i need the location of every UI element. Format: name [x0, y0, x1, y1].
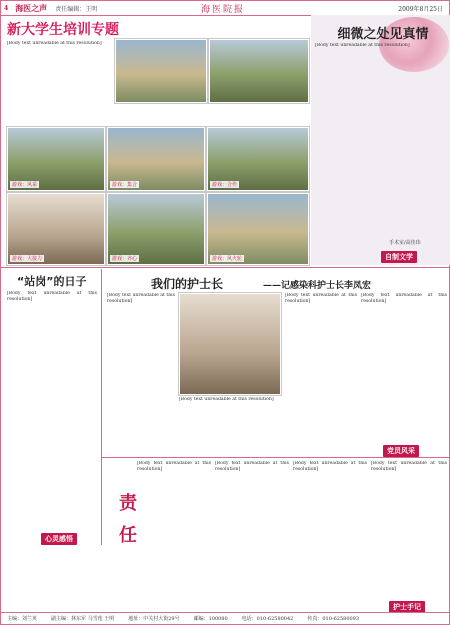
photo-caption: 游戏：大接力 — [12, 256, 43, 262]
bottom-col3: [Body text unreadable at this resolution] — [293, 461, 367, 473]
photo-caption: 游戏：集合 — [112, 182, 138, 188]
page-footer — [1, 612, 449, 624]
mid-main-col3: [Body text unreadable at this resolution] — [285, 293, 357, 305]
bottom-col4: [Body text unreadable at this resolution] — [371, 461, 447, 473]
photo-caption: 游戏：齐心 — [112, 256, 138, 262]
bottom-vertical-title: 责任 — [116, 493, 137, 557]
page-number: 4 — [4, 4, 9, 12]
bottom-col1: [Body text unreadable at this resolution] — [137, 461, 211, 473]
issue-date: 2009年8月25日 — [398, 5, 443, 13]
section-divider — [101, 457, 449, 458]
mid-main-title: 我们的护士长 — [151, 277, 224, 291]
mid-main-subtitle: ——记感染科护士长李凤宏 — [263, 281, 372, 291]
footer-address: 地址：中关村大街29号 — [128, 616, 180, 622]
nurse-photo — [179, 293, 281, 395]
mid-left-title: “站岗”的日子 — [17, 275, 87, 288]
masthead: 海医院报 — [201, 4, 246, 15]
right-article-author: 手术室/高佳玮 — [389, 240, 421, 246]
photo-game-6 — [207, 193, 309, 265]
photo-group — [115, 39, 207, 103]
section-tag-nurse-notes: 护士手记 — [389, 601, 425, 613]
photo-outdoor — [209, 39, 309, 103]
section-divider — [1, 267, 449, 268]
mid-main-col4: [Body text unreadable at this resolution] — [361, 293, 447, 305]
column-divider — [101, 269, 102, 545]
photo-game-1 — [7, 127, 105, 191]
section-tag-insight: 心灵感悟 — [41, 533, 77, 545]
photo-caption: 游戏：合作 — [212, 182, 238, 188]
photo-game-4 — [7, 193, 105, 265]
section-tag-party: 党员风采 — [383, 445, 419, 457]
photo-game-3 — [207, 127, 309, 191]
photo-game-5 — [107, 193, 205, 265]
main-article-title: 新大学生培训专题 — [7, 22, 119, 38]
mid-left-body: [Body text unreadable at this resolution] — [7, 291, 97, 303]
footer-phone: 电话：010-62580042 — [241, 616, 294, 622]
section-tag-literature: 自制文学 — [381, 251, 417, 263]
mid-main-col1: [Body text unreadable at this resolution] — [107, 293, 175, 305]
editor-credit: 责任编辑：王明 — [55, 5, 98, 13]
bottom-col2: [Body text unreadable at this resolution] — [215, 461, 289, 473]
brand-logo: 海医之声 — [15, 2, 48, 13]
footer-deputy-editors: 副主编：林东军 马雪莲 王明 — [51, 616, 115, 622]
footer-postcode: 邮编：100080 — [193, 616, 228, 622]
photo-caption: 游戏：风火轮 — [212, 256, 243, 262]
photo-game-2 — [107, 127, 205, 191]
mid-main-col2: [Body text unreadable at this resolution] — [179, 397, 274, 402]
right-article-title: 细微之处见真情 — [337, 27, 429, 42]
page-header — [1, 1, 449, 16]
footer-fax: 传真：010-62580093 — [307, 616, 360, 622]
footer-editor-in-chief: 主编：刘兰英 — [7, 616, 38, 622]
right-article-body: [Body text unreadable at this resolution] — [315, 43, 410, 48]
main-article-body: [Body text unreadable at this resolution] — [7, 41, 102, 46]
photo-caption: 游戏：风采 — [12, 182, 38, 188]
